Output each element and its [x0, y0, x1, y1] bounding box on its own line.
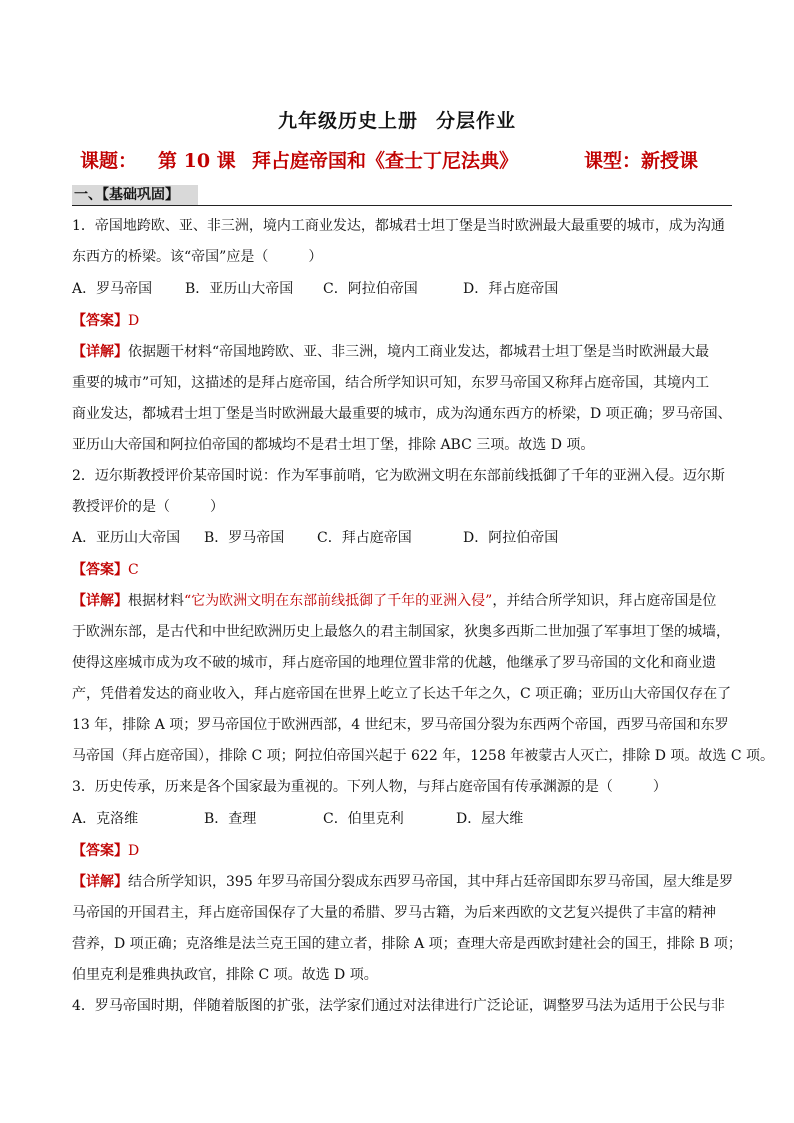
question-3-detail-3: 营养，D 项正确；克洛维是法兰克王国的建立者，排除 A 项；查理大帝是西欧封建社会的国王，排除 B 项；	[72, 936, 742, 952]
title-subject: 九年级历史上册	[277, 110, 418, 132]
option-d: D．屋大维	[456, 811, 524, 827]
question-1-line-2: 东西方的桥梁。该“帝国”应是（ ）	[72, 249, 323, 265]
option-b: B．查理	[204, 811, 257, 827]
option-b: B．罗马帝国	[204, 530, 285, 546]
section-heading: 一、【基础巩固】	[72, 185, 198, 205]
question-1-answer: 【答案】D	[72, 313, 140, 329]
lesson-name: 拜占庭帝国和《查士丁尼法典》	[252, 150, 519, 172]
question-3-detail-4: 伯里克利是雅典执政官，排除 C 项。故选 D 项。	[72, 967, 378, 983]
question-2-detail-4: 产，凭借着发达的商业收入，拜占庭帝国在世界上屹立了长达千年之久，C 项正确；亚历山大帝国仅存在了	[72, 686, 732, 702]
question-3-options	[72, 807, 734, 831]
lesson-label: 课题：	[80, 150, 138, 172]
option-c: C．伯里克利	[323, 811, 404, 827]
question-2-line-1: 2．迈尔斯教授评价某帝国时说：作为军事前哨，它为欧洲文明在东部前线抵御了千年的亚洲入侵。迈尔斯	[72, 468, 725, 484]
option-b: B．亚历山大帝国	[185, 281, 294, 297]
option-a: A．克洛维	[72, 811, 139, 827]
question-1-detail-4: 亚历山大帝国和阿拉伯帝国的都城均不是君士坦丁堡，排除 ABC 三项。故选 D 项。	[72, 437, 595, 453]
page-title	[0, 106, 794, 133]
lesson-number: 第 10 课	[158, 150, 236, 172]
option-a: A．罗马帝国	[72, 281, 153, 297]
quoted-material: “它为欧洲文明在东部前线抵御了千年的亚洲入侵”	[184, 593, 493, 609]
question-1-line-1: 1．帝国地跨欧、亚、非三洲，境内工商业发达，都城君士坦丁堡是当时欧洲最大最重要的城市，成为沟通	[72, 218, 725, 234]
option-d: D．阿拉伯帝国	[463, 530, 559, 546]
question-3-detail-1: 【详解】结合所学知识，395 年罗马帝国分裂成东西罗马帝国，其中拜占廷帝国即东罗马帝国，屋大维是罗	[72, 874, 734, 890]
option-c: C．拜占庭帝国	[317, 530, 412, 546]
question-3-detail-2: 马帝国的开国君主，拜占庭帝国保存了大量的希腊、罗马古籍，为后来西欧的文艺复兴提供了丰富的精神	[72, 905, 716, 921]
question-2-detail-1: 【详解】根据材料“它为欧洲文明在东部前线抵御了千年的亚洲入侵”，并结合所学知识，拜占庭帝国是位	[72, 593, 717, 609]
question-2-line-2: 教授评价的是（ ）	[72, 499, 224, 515]
question-2-detail-2: 于欧洲东部，是古代和中世纪欧洲历史上最悠久的君主制国家，狄奥多西斯二世加强了军事坦丁堡的城墙，	[72, 624, 730, 640]
question-2-detail-3: 使得这座城市成为攻不破的城市，拜占庭帝国的地理位置非常的优越，他继承了罗马帝国的文化和商业遗	[72, 655, 716, 671]
question-2-answer: 【答案】C	[72, 562, 139, 578]
question-1-detail-2: 重要的城市”可知，这描述的是拜占庭帝国，结合所学知识可知，东罗马帝国又称拜占庭帝国，其境内工	[72, 375, 710, 391]
question-3-line-1: 3．历史传承，历来是各个国家最为重视的。下列人物，与拜占庭帝国有传承渊源的是（ ）	[72, 779, 667, 795]
section-divider	[72, 205, 732, 206]
question-2-detail-5: 13 年，排除 A 项；罗马帝国位于欧洲西部，4 世纪末，罗马帝国分裂为东西两个帝国，西罗马帝国和东罗	[72, 717, 729, 733]
question-3-answer: 【答案】D	[72, 843, 140, 859]
option-a: A．亚历山大帝国	[72, 530, 181, 546]
lesson-type: 课型：新授课	[584, 150, 699, 172]
question-1-detail-1: 【详解】依据题干材料“帝国地跨欧、亚、非三洲，境内工商业发达，都城君士坦丁堡是当时欧洲最大最	[72, 344, 710, 360]
question-4-line-1: 4．罗马帝国时期，伴随着版图的扩张，法学家们通过对法律进行广泛论证，调整罗马法为适用于公民与非	[72, 998, 725, 1014]
option-d: D．拜占庭帝国	[463, 281, 559, 297]
question-2-detail-6: 马帝国（拜占庭帝国），排除 C 项；阿拉伯帝国兴起于 622 年，1258 年被蒙古人灭亡，排除 D 项。故选 C 项。	[72, 748, 775, 764]
question-1-options	[72, 277, 734, 301]
title-kind: 分层作业	[436, 110, 517, 132]
question-2-options	[72, 526, 734, 550]
option-c: C．阿拉伯帝国	[323, 281, 418, 297]
question-1-detail-3: 商业发达，都城君士坦丁堡是当时欧洲最大最重要的城市，成为沟通东西方的桥梁，D 项正确；罗马帝国、	[72, 406, 732, 422]
